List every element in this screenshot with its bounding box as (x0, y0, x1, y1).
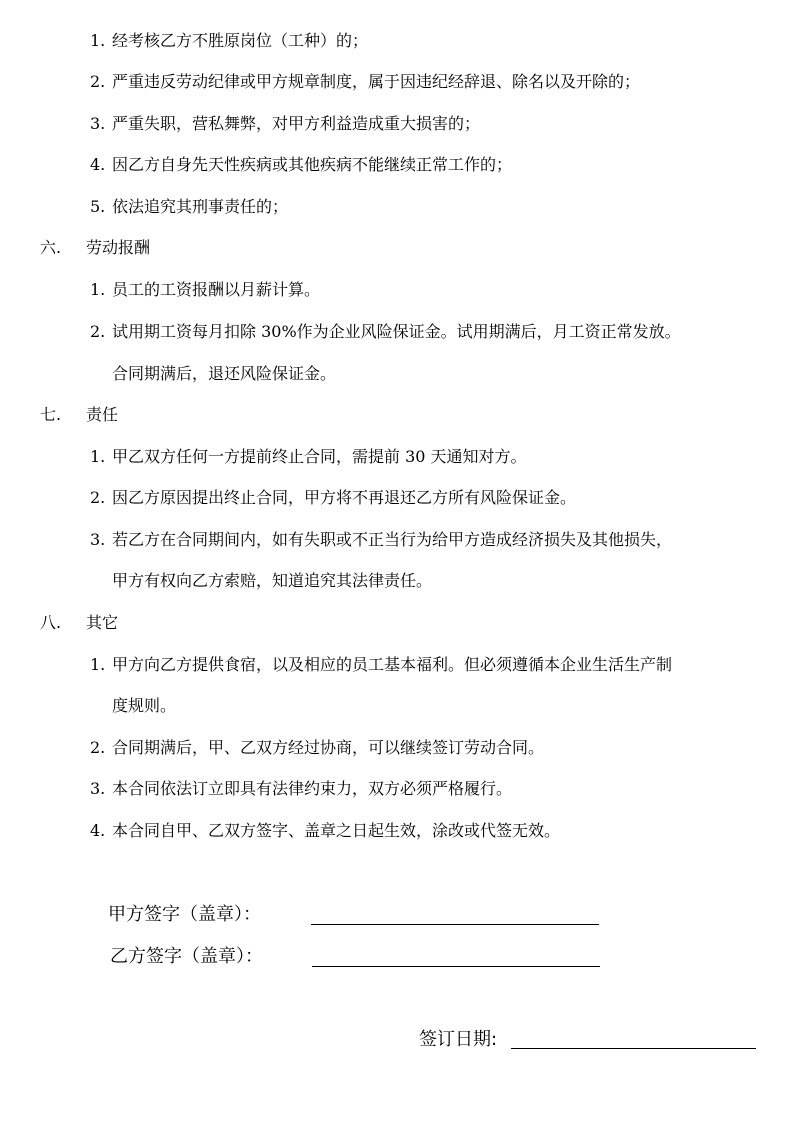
party-b-signature-line[interactable] (312, 966, 600, 967)
list-item (90, 197, 288, 217)
item-number: 1. (90, 280, 106, 299)
item-number: 1. (90, 655, 106, 674)
list-item (90, 779, 512, 799)
list-item (90, 322, 681, 342)
item-text: 因乙方原因提出终止合同，甲方将不再退还乙方所有风险保证金。 (112, 488, 577, 507)
item-text: 员工的工资报酬以月薪计算。 (112, 280, 321, 299)
list-item (90, 530, 672, 550)
item-text: 经考核乙方不胜原岗位（工种）的； (112, 31, 369, 50)
section-number: 七. (40, 405, 62, 424)
section-number: 八. (40, 613, 62, 632)
item-text: 本合同依法订立即具有法律约束力，双方必须严格履行。 (112, 779, 513, 798)
item-text: 若乙方在合同期间内，如有失职或不正当行为给甲方造成经济损失及其他损失， (112, 530, 673, 549)
section-title: 责任 (86, 405, 119, 424)
item-number: 5. (90, 197, 106, 216)
item-text: 依法追究其刑事责任的； (112, 197, 289, 216)
item-text: 本合同自甲、乙双方签字、盖章之日起生效，涂改或代签无效。 (112, 821, 561, 840)
item-text: 甲乙双方任何一方提前终止合同，需提前 30 天通知对方。 (112, 447, 527, 466)
item-number: 1. (90, 31, 106, 50)
list-item (90, 488, 576, 508)
list-item (90, 655, 672, 675)
list-item-continuation: 合同期满后，退还风险保证金。 (112, 364, 337, 383)
section-heading (40, 405, 118, 425)
item-number: 4. (90, 155, 106, 174)
party-a-signature-line[interactable] (311, 924, 599, 925)
item-text: 严重违反劳动纪律或甲方规章制度，属于因违纪经辞退、除名以及开除的； (112, 72, 641, 91)
item-text: 严重失职，营私舞弊，对甲方利益造成重大损害的； (112, 114, 481, 133)
list-item (90, 821, 560, 841)
list-item (90, 155, 512, 175)
sign-date-label: 签订日期: (419, 1029, 498, 1050)
section-heading (40, 238, 150, 258)
list-item-continuation: 甲方有权向乙方索赔，知道追究其法律责任。 (112, 571, 433, 590)
list-item (90, 738, 544, 758)
section-title: 劳动报酬 (86, 238, 151, 257)
section-number: 六. (40, 238, 62, 257)
list-item (90, 31, 368, 51)
list-item (90, 447, 527, 467)
section-heading (40, 613, 118, 633)
item-number: 1. (90, 447, 106, 466)
item-text: 试用期工资每月扣除 30%作为企业风险保证金。试用期满后，月工资正常发放。 (112, 322, 681, 341)
item-number: 4. (90, 821, 106, 840)
item-number: 3. (90, 530, 106, 549)
section-title: 其它 (86, 613, 119, 632)
item-text: 甲方向乙方提供食宿，以及相应的员工基本福利。但必须遵循本企业生活生产制 (112, 655, 673, 674)
item-number: 2. (90, 738, 106, 757)
list-item (90, 72, 640, 92)
item-text: 因乙方自身先天性疾病或其他疾病不能继续正常工作的； (112, 155, 513, 174)
party-a-signature-label: 甲方签字（盖章）： (108, 904, 261, 925)
sign-date-line[interactable] (511, 1048, 756, 1049)
party-b-signature-label: 乙方签字（盖章）： (110, 946, 263, 967)
item-text: 合同期满后，甲、乙双方经过协商，可以继续签订劳动合同。 (112, 738, 545, 757)
item-number: 3. (90, 114, 106, 133)
item-number: 3. (90, 779, 106, 798)
list-item (90, 114, 480, 134)
item-number: 2. (90, 322, 106, 341)
list-item (90, 280, 320, 300)
item-number: 2. (90, 72, 106, 91)
list-item-continuation: 度规则。 (112, 696, 177, 715)
item-number: 2. (90, 488, 106, 507)
